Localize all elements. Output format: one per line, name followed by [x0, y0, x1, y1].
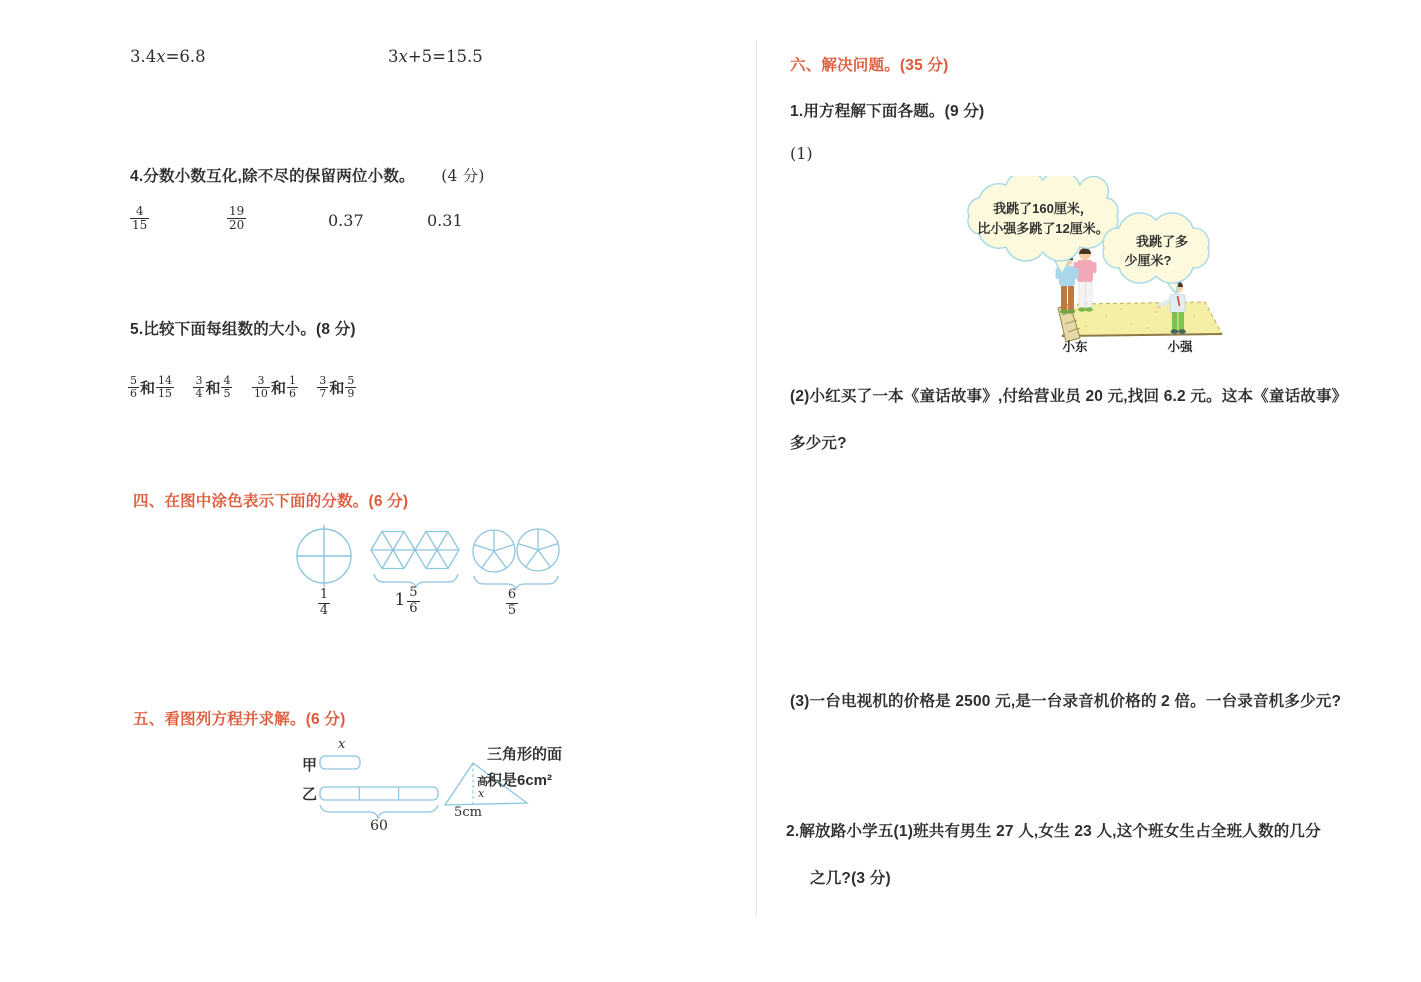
bar-row1 — [320, 756, 360, 769]
bubble-left-line2: 比小强多跳了12厘米。 — [977, 221, 1109, 236]
equation-2 — [388, 47, 483, 66]
fraction-numerator: 1 — [288, 374, 296, 387]
hexagon-sixths-2 — [415, 532, 459, 569]
fraction-numerator: 3 — [195, 374, 203, 387]
label-xiaoqiang: 小强 — [1167, 340, 1193, 354]
q4-item-decimal-1: 0.37 — [328, 211, 364, 230]
fraction-numerator: 14 — [158, 374, 173, 387]
eq2-variable: x — [398, 47, 408, 66]
q4-item-fraction-2 — [227, 205, 246, 233]
fraction-denominator: 6 — [130, 387, 137, 401]
mixed-number-whole: 1 — [394, 590, 406, 611]
fraction — [156, 375, 174, 401]
eq2-coefficient: 3 — [388, 47, 399, 66]
bar-row1-label: 甲 — [302, 757, 318, 774]
fraction — [318, 588, 330, 618]
speech-bubble-left — [968, 176, 1118, 261]
fraction-denominator: 6 — [288, 387, 296, 401]
circle-fifths-1 — [473, 530, 515, 572]
q5-pair-1 — [128, 375, 174, 401]
bar-row2-label: 乙 — [302, 786, 318, 803]
fraction-denominator: 5 — [507, 602, 517, 618]
q5-pair-4 — [317, 375, 356, 401]
q6-sub2-line2: 多少元? — [790, 435, 847, 452]
eq1-variable: x — [156, 47, 166, 66]
hexagon-sixths-1 — [371, 532, 415, 569]
q6-item2-line2: 之几?(3 分) — [810, 870, 891, 887]
eq1-rhs: =6.8 — [165, 47, 206, 66]
section-five-title: 五、看图列方程并求解。(6 分) — [133, 711, 346, 728]
fraction-denominator: 4 — [319, 602, 329, 618]
fraction — [287, 375, 298, 401]
bar-total-label: 60 — [370, 818, 388, 832]
fraction — [128, 375, 139, 401]
q5-pair-2 — [193, 375, 232, 401]
q6-sub3-text: (3)一台电视机的价格是 2500 元,是一台录音机价格的 2 倍。一台录音机多少元? — [790, 693, 1342, 710]
conjunction: 和 — [329, 380, 345, 398]
height-label-zh: 高 — [477, 776, 488, 788]
eq1-coefficient: 3.4 — [130, 47, 157, 66]
conjunction: 和 — [270, 380, 286, 398]
triangle-area-note: 三角形的面积是6cm² — [487, 746, 563, 790]
eq2-rhs: +5=15.5 — [407, 47, 483, 66]
fraction — [407, 586, 419, 616]
under-brace — [320, 805, 438, 818]
q4-item-fraction-1 — [130, 205, 149, 233]
bubble-right-line2: 少厘米? — [1124, 253, 1172, 268]
bar-row2 — [320, 787, 438, 800]
fraction-numerator: 5 — [130, 374, 137, 387]
bubble-right-line1: 我跳了多 — [1135, 234, 1189, 249]
fraction — [221, 375, 232, 401]
circle-fifths-2 — [517, 529, 559, 571]
fraction-numerator: 3 — [319, 374, 327, 387]
fraction-denominator: 20 — [229, 218, 245, 233]
section-four-title: 四、在图中涂色表示下面的分数。(6 分) — [133, 493, 409, 510]
bar-model-diagram — [296, 734, 456, 832]
boy-figure-back — [1074, 248, 1097, 312]
conjunction: 和 — [140, 380, 156, 398]
fraction — [317, 375, 328, 401]
fraction-denominator: 5 — [223, 387, 231, 401]
q5-title: 5.比较下面每组数的大小。(8 分) — [130, 321, 356, 338]
hexagon-pair-diagram — [368, 526, 464, 592]
fraction-numerator: 19 — [229, 204, 245, 218]
equation-1 — [130, 47, 206, 66]
q6-sub1-label: (1) — [790, 144, 813, 163]
jump-illustration — [956, 176, 1232, 358]
circle-fifths-pair-diagram — [470, 526, 564, 592]
shape-label-1 — [294, 588, 354, 618]
fraction-numerator: 4 — [223, 374, 231, 387]
height-label-var: x — [478, 787, 485, 800]
fraction-denominator: 7 — [319, 387, 327, 401]
q4-points: (4 分) — [441, 167, 485, 185]
q6-item1-title: 1.用方程解下面各题。(9 分) — [790, 103, 985, 120]
q6-item2-line1: 2.解放路小学五(1)班共有男生 27 人,女生 23 人,这个班女生占全班人数的几分 — [786, 823, 1321, 840]
fraction-denominator: 15 — [158, 387, 173, 401]
fraction — [193, 375, 204, 401]
fraction-numerator: 5 — [409, 585, 418, 600]
fraction-denominator: 4 — [195, 387, 203, 401]
fraction-denominator: 9 — [347, 387, 355, 401]
bar-row1-value: x — [338, 737, 346, 752]
fraction-denominator: 10 — [253, 387, 268, 401]
fraction-numerator: 5 — [347, 374, 355, 387]
circle-quarters-diagram — [294, 524, 354, 588]
shape-label-3 — [474, 588, 550, 618]
fraction-numerator: 3 — [252, 375, 270, 388]
fraction-numerator: 1 — [319, 587, 329, 602]
fraction-numerator: 6 — [507, 587, 517, 602]
q4-title-text: 4.分数小数互化,除不尽的保留两位小数。 — [130, 168, 415, 185]
fraction — [252, 375, 270, 401]
q6-sub2-line1: (2)小红买了一本《童话故事》,付给营业员 20 元,找回 6.2 元。这本《童话故事》 — [790, 388, 1348, 405]
column-divider — [756, 40, 757, 916]
fraction-numerator: 4 — [130, 205, 149, 219]
bubble-left-line1: 我跳了160厘米， — [993, 201, 1093, 216]
q5-pair-3 — [252, 375, 298, 401]
base-label: 5cm — [454, 805, 482, 818]
fraction — [345, 375, 356, 401]
conjunction: 和 — [205, 380, 221, 398]
fraction — [506, 588, 518, 618]
q4-item-decimal-2: 0.31 — [427, 211, 463, 230]
shape-label-2 — [377, 586, 437, 616]
fraction-denominator: 15 — [132, 218, 148, 233]
fraction-denominator: 6 — [409, 600, 418, 616]
q4-title — [130, 164, 485, 186]
section-six-title: 六、解决问题。(35 分) — [790, 57, 949, 74]
q5-comparison-row — [128, 371, 371, 401]
label-xiaodong: 小东 — [1062, 340, 1088, 354]
